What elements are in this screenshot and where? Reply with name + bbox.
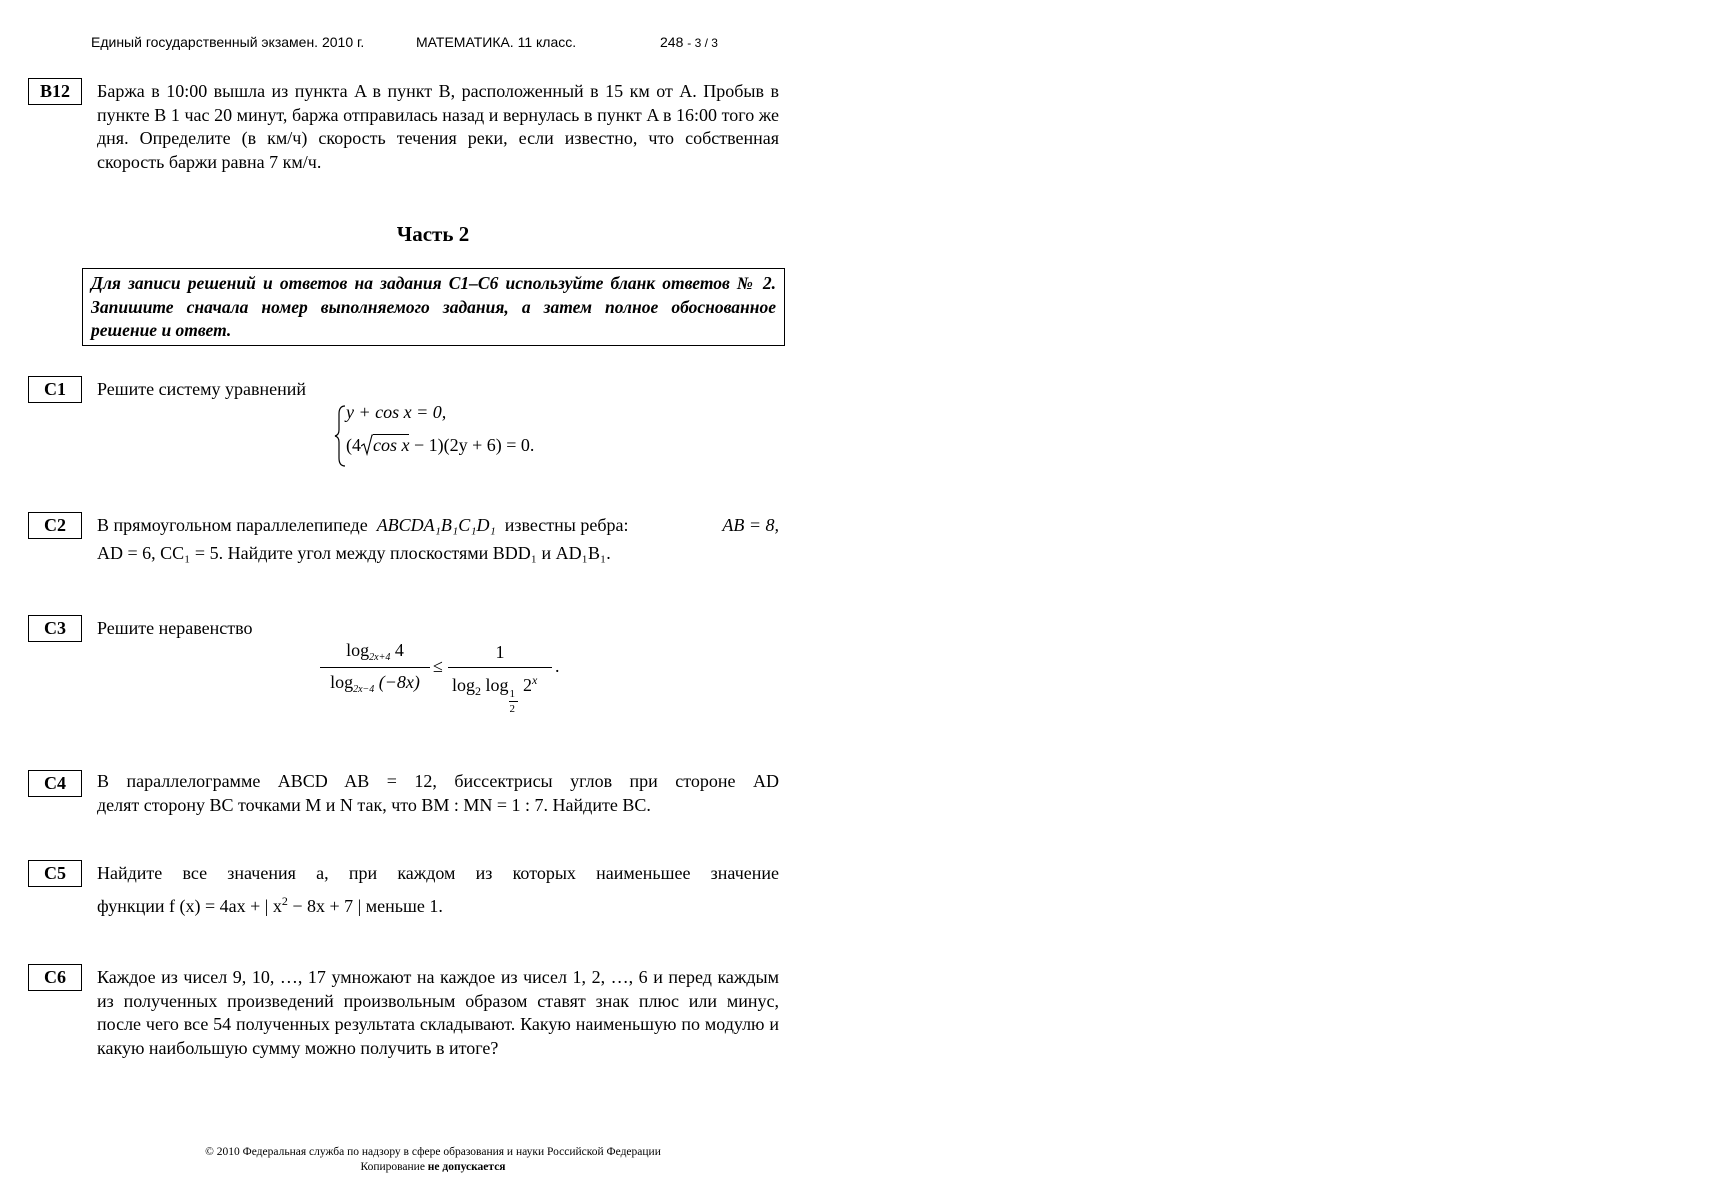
c1-equation-1: y + cos x = 0, (346, 402, 447, 422)
c3-half-bar (509, 701, 518, 702)
header-subject: МАТЕМАТИКА. 11 класс. (416, 34, 577, 50)
c3-inequality (320, 640, 565, 720)
task-label-c4: C4 (28, 770, 82, 797)
instruction-box (82, 268, 785, 346)
task-label-c5: C5 (28, 860, 82, 887)
header-exam: Единый государственный экзамен. 2010 г. (91, 34, 365, 50)
c2-text1: В прямоугольном параллелепипеде (97, 515, 368, 535)
c3-end: . (555, 656, 560, 676)
footer-copy-a: Копирование (360, 1161, 428, 1173)
task-text-c4-line1: В параллелограмме ABCD AB = 12, биссектрисы углов при стороне AD (97, 771, 779, 791)
c1-eq2-part-a: (4 (346, 435, 361, 455)
footer-copy-notice (0, 1161, 866, 1173)
c3-exp: x (532, 673, 538, 687)
c3-right-denominator (452, 673, 556, 715)
c1-eq2-part-b: − 1)(2y + 6) = 0. (409, 435, 535, 455)
c3-base: 2 (475, 684, 482, 698)
c3-left-denominator (320, 672, 430, 695)
c3-log: log (346, 640, 370, 660)
part-title: Часть 2 (396, 222, 470, 246)
c3-two: 2 (518, 675, 533, 695)
c3-arg: (−8x) (374, 672, 420, 692)
c3-log: log (330, 672, 354, 692)
c2-ab: AB = 8, (722, 515, 779, 535)
c3-relation: ≤ (433, 656, 443, 676)
header-page-code: 248 (660, 34, 684, 50)
c3-log: log (481, 675, 509, 695)
header-page-number: - 3 / 3 (687, 36, 718, 50)
task-text-c2-line1 (97, 514, 779, 538)
task-label-c3: C3 (28, 615, 82, 642)
footer-copyright: © 2010 Федеральная служба по надзору в сфере образования и науки Российской Федерации (205, 1146, 661, 1158)
c3-half-den: 2 (509, 703, 516, 715)
c5-line2-b: − 8x + 7 | меньше 1. (287, 896, 443, 916)
task-text-c4-line2: делят сторону BC точками M и N так, что BM : MN = 1 : 7. Найдите BC. (97, 795, 651, 815)
c3-arg: 4 (390, 640, 404, 660)
c3-half-num: 1 (509, 688, 516, 700)
c3-base: 2x+4 (369, 652, 391, 663)
c3-right-numerator: 1 (495, 642, 505, 662)
c2-text2: известны ребра: (504, 515, 629, 535)
c5-exp: 2 (281, 894, 288, 908)
task-text-c3: Решите неравенство (97, 618, 253, 638)
task-text-b12: Баржа в 10:00 вышла из пункта A в пункт B, расположенный в 15 км от A. Пробыв в пункте B 1 час 20 минут, баржа отправилась назад и вернулась в пункт A в 16:00 того же дня. Определите (в км/ч) скорость течения реки, если известно, что собственная скорость баржи равна 7 км/ч. (97, 81, 779, 172)
header-page (660, 34, 718, 50)
c3-base: 2x−4 (353, 684, 375, 695)
c3-log: log (452, 675, 476, 695)
task-label-c1: C1 (28, 376, 82, 403)
task-text-c2-line2: AD = 6, CC₁ = 5. Найдите угол между плоскостями BDD₁ и AD₁B₁. (97, 543, 611, 563)
c1-equation-2 (346, 435, 534, 456)
c3-half-base (509, 681, 519, 715)
c1-eq2-root: cos x (373, 435, 410, 455)
c2-solid: ABCDA₁B₁C₁D₁ (376, 515, 496, 535)
task-label-b12: B12 (28, 78, 82, 105)
task-text-c6: Каждое из чисел 9, 10, …, 17 умножают на каждое из чисел 1, 2, …, 6 и перед каждым из полученных произведений произвольным образом ставят знак плюс или минус, после чего все 54 полученных результата складывают. Какую наименьшую по модулю и какую наибольшую сумму можно получить в итоге? (97, 967, 779, 1058)
task-text-c1: Решите систему уравнений (97, 379, 306, 399)
instruction-text: Для записи решений и ответов на задания C1–C6 используйте бланк ответов № 2. Запишите сначала номер выполняемого задания, а затем полное обоснованное решение и ответ. (91, 273, 776, 340)
task-label-c6: C6 (28, 964, 82, 991)
footer-copy-b: не допускается (427, 1161, 506, 1173)
c3-right-fraction-bar (448, 667, 552, 668)
c3-left-fraction-bar (320, 667, 430, 668)
task-text-c5-line1: Найдите все значения a, при каждом из которых наименьшее значение (97, 863, 779, 883)
c3-left-numerator (320, 640, 430, 663)
c5-line2-a: функции f (x) = 4ax + | x (97, 896, 282, 916)
task-text-c5-line2 (97, 890, 443, 919)
task-label-c2: C2 (28, 512, 82, 539)
